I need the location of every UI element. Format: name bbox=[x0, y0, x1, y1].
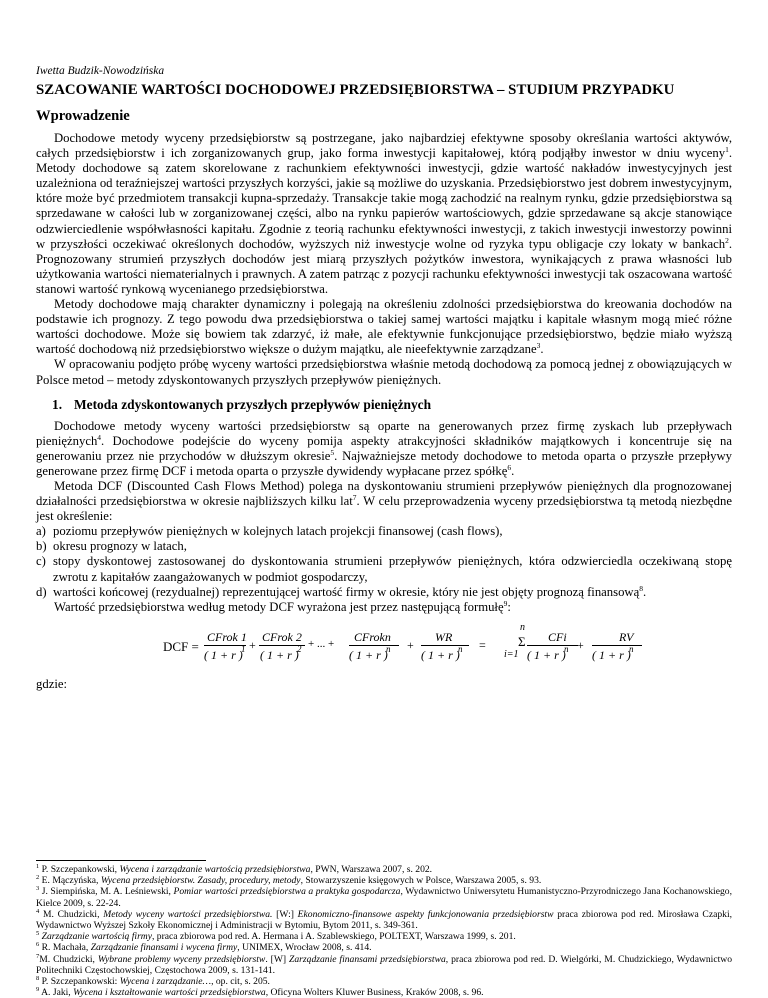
footnote-ref[interactable]: 1 bbox=[725, 144, 729, 154]
formula-term-4-exponent: n bbox=[458, 643, 463, 654]
paper-title: SZACOWANIE WARTOŚCI DOCHODOWEJ PRZEDSIĘBIORSTWA – STUDIUM PRZYPADKU bbox=[36, 82, 675, 98]
footnote-3: $^3$ J. Siempińska, M. A. Leśniewski, Pomiar wartości przedsiębiorstwa a praktyka gospodarcza, Wydawnictwo Uniwersytetu Humanistyczno-Przyrodniczego Jana Kochanowskiego, Kielce 2009, s. 22-24. bbox=[36, 885, 732, 909]
footnote-ref[interactable]: 4 bbox=[97, 432, 102, 442]
list-item: a) poziomu przepływów pieniężnych w kolejnych latach projekcji finansowej (cash flows), bbox=[36, 524, 503, 539]
formula-term-3-numerator: CFrokn bbox=[354, 629, 391, 644]
formula-term-5-exponent: n bbox=[564, 643, 569, 654]
footnote-ref[interactable]: 7 bbox=[352, 492, 357, 502]
formula-term-4-numerator: WR bbox=[435, 629, 453, 644]
formula-plus: + bbox=[407, 637, 414, 652]
footnote-9: $^9$ A. Jaki, Wycena i kształtowanie wartości przedsiębiorstwa, Oficyna Wolters Kluwer Business, Kraków 2008, s. 96. bbox=[36, 986, 484, 998]
footnote-ref[interactable]: 2 bbox=[725, 235, 729, 245]
formula-sum-lower: i=1 bbox=[504, 648, 519, 660]
section-1-paragraph-2: Metoda DCF (Discounted Cash Flows Method) polega na dyskontowaniu strumieni przepływów pieniężnych dla prognozowanej działalności przedsiębiorstwa w okresie najbliższych kilku lat$^7$. W celu przeprowadzenia wyceny przedsiębiorstwa tą metodą niezbędne jest określenie: bbox=[36, 478, 732, 524]
formula-term-5-numerator: CFi bbox=[548, 629, 567, 644]
formula-term-2-denominator: ( 1 + r ) bbox=[260, 647, 299, 662]
formula-term-1-numerator: CFrok 1 bbox=[207, 629, 247, 644]
page-body bbox=[36, 64, 732, 692]
footnote-7: $^7$M. Chudzicki, Wybrane problemy wyceny przedsiębiorstw. [W] Zarządzanie finansami przedsiębiorstwa, praca zbiorowa pod red. D. Wielgórki, M. Chudzickiego, Wydawnictwo Politechniki Częstochowskiej, Częstochowa 2009, s. 131-141. bbox=[36, 952, 732, 976]
footnote-ref[interactable]: 8 bbox=[639, 583, 643, 593]
footnote-8: $^8$ P. Szczepankowski: Wycena i zarządzanie…, op. cit, s. 205. bbox=[36, 974, 270, 988]
footnote-2: $^2$ E. Mączyńska, Wycena przedsiębiorstw. Zasady, procedury, metody, Stowarzyszenie księgowych w Polsce, Warszawa 2005, s. 93. bbox=[36, 874, 542, 887]
formula-term-4-denominator: ( 1 + r ) bbox=[421, 647, 460, 662]
intro-heading: Wprowadzenie bbox=[36, 108, 130, 124]
formula-term-3-exponent: n bbox=[386, 643, 391, 654]
list-item: b) okresu prognozy w latach, bbox=[36, 539, 187, 554]
intro-paragraph-3: W opracowaniu podjęto próbę wyceny wartości przedsiębiorstwa właśnie metodą dochodową za pomocą jednej z obowiązujących w Polsce metod – metody zdyskontowanych przyszłych przepływów pieniężnych. bbox=[36, 357, 732, 387]
formula-term-2-exponent: 2 bbox=[297, 643, 302, 654]
formula-lhs: DCF = bbox=[163, 638, 199, 654]
formula-term-6-exponent: n bbox=[629, 643, 634, 654]
author-name: Iwetta Budzik-Nowodzińska bbox=[36, 65, 165, 77]
section-1-heading: 1. Metoda zdyskontowanych przyszłych przepływów pieniężnych bbox=[52, 396, 432, 412]
footnote-4: $^4$ M. Chudzicki, Metody wyceny wartości przedsiębiorstwa. [W:] Ekonomiczno-finansowe aspekty funkcjonowania przedsiębiorstw praca zbiorowa pod red. Mirosława Czapki, Wydawnictwo Wyższej Szkoły Ekonomicznej i Administracji w Bytomiu, Bytom 2011, s. 349-361. bbox=[36, 907, 733, 932]
formula-ellipsis: + ... + bbox=[308, 637, 335, 650]
formula-plus: + bbox=[577, 637, 584, 652]
formula-equals: = bbox=[479, 637, 486, 652]
formula-term-3-denominator: ( 1 + r ) bbox=[349, 647, 388, 662]
formula-term-1-denominator: ( 1 + r ) bbox=[204, 647, 243, 662]
footnote-ref[interactable]: 6 bbox=[507, 462, 512, 472]
footnote-6: $^6$ R. Machała, Zarządzanie finansami i wycena firmy, UNIMEX, Wrocław 2008, s. 414. bbox=[36, 941, 372, 954]
formula-term-5-denominator: ( 1 + r ) bbox=[527, 647, 566, 662]
intro-paragraph-1: Dochodowe metody wyceny przedsiębiorstw są postrzegane, jako najbardziej efektywne sposoby określania wartości aktywów, całych przedsiębiorstw i ich zorganizowanych grup, jako forma inwestycji kapitałowej, którą podjąłby inwestor w dniu wyceny$^1$. Metody dochodowe są zatem skorelowane z rachunkiem efektywności inwestycji, gdzie wartość nakładów inwestycyjnych jest uzależniona od teraźniejszej wartości przyszłych korzyści, jakie są możliwe do uzyskania. Przedsiębiorstwo jest dobrem inwestycyjnym, które może być przedmiotem transakcji kupna-sprzedaży. Transakcje takie mogą zachodzić na realnym rynku, gdzie przedsiębiorstwa są sprzedawane w całości lub w zorganizowanej części, albo na rynku papierów wartościowych, gdzie sprzedawane są akcje stanowiące odzwierciedlenie współwłasności kapitału. Zgodnie z teorią rachunku efektywności inwestycji, z takich inwestycji inwestorzy powinni w przyszłości oczekiwać określonych dochodów, wyższych niż inwestycje wolne od ryzyka typu obligacje czy lokaty w bankach$^2$. Prognozowany strumień przyszłych dochodów jest miarą przyszłych pożytków inwestora, wynikających z prawa własności lub użytkowania wartości niematerialnych i prawnych. A zatem patrząc z pozycji rachunku efektywności inwestycji tak oszacowana wartość stanowi wartość rynkową wycenianego przedsiębiorstwa. bbox=[36, 131, 732, 296]
list-item: d) wartości końcowej (rezydualnej) reprezentującej wartość firmy w okresie, który nie jest objęty prognozą finansową$^8$. bbox=[36, 583, 647, 599]
formula-term-1-exponent: 1 bbox=[241, 643, 246, 654]
section-1-paragraph-3: Wartość przedsiębiorstwa według metody DCF wyrażona jest przez następującą formułę$^9$: bbox=[54, 598, 511, 614]
list-item: c) stopy dyskontowej zastosowanej do dyskontowania strumieni przepływów pieniężnych, która odzwierciedla oczekiwaną stopę zwrotu z kapitałów zaangażowanych w podmiot gospodarczy, bbox=[36, 554, 732, 584]
formula-term-6-numerator: RV bbox=[619, 629, 634, 644]
formula-sigma: Σ bbox=[518, 633, 526, 649]
footnote-1: $^1$ P. Szczepankowski, Wycena i zarządzanie wartością przedsiębiorstwa, PWN, Warszawa 2007, s. 202. bbox=[36, 862, 433, 875]
footnotes bbox=[36, 864, 732, 998]
formula-term-2-numerator: CFrok 2 bbox=[262, 629, 302, 644]
footnote-separator bbox=[36, 860, 206, 861]
requirements-list bbox=[36, 524, 732, 599]
footnote-ref[interactable]: 5 bbox=[330, 447, 335, 457]
dcf-formula bbox=[36, 619, 732, 673]
section-1-paragraph-1: Dochodowe metody wyceny wartości przedsiębiorstw są oparte na generowanych przez firmę zyskach lub przepływach pieniężnych$^4$. Dochodowe podejście do wyceny pomija aspekty atrakcyjności składników majątkowych i koncentruje się na generowaniu przez nie przychodów w dłuższym okresie$^5$. Najważniejsze metody dochodowe to metoda oparta o przyszłe przepływy generowane przez firmę DCF i metoda oparta o przyszłe dywidendy wypłacane przez spółkę$^6$. bbox=[36, 418, 732, 478]
formula-term-6-denominator: ( 1 + r ) bbox=[592, 647, 631, 662]
footnote-ref[interactable]: 3 bbox=[536, 341, 541, 351]
intro-paragraph-2: Metody dochodowe mają charakter dynamiczny i polegają na określeniu zdolności przedsiębiorstwa do kreowania dochodów na podstawie ich prognozy. Z tego powodu dwa przedsiębiorstwa o takiej samej wartości majątku i kapitale własnym mogą mieć różne wartości dochodowe. Może się bowiem tak zdarzyć, iż małe, ale efektywnie funkcjonujące przedsiębiorstwo, będzie miało wyższą wartość dochodową niż przedsiębiorstwo większe o dużym majątku, ale nieefektywnie zarządzane$^3$. bbox=[36, 297, 732, 357]
formula-plus: + bbox=[249, 637, 256, 652]
formula-sum-upper: n bbox=[520, 621, 525, 633]
where-label: gdzie: bbox=[36, 676, 68, 691]
footnote-5: $^5$ Zarządzanie wartością firmy, praca zbiorowa pod red. A. Hermana i A. Szablewskiego, POLTEXT, Warszawa 1999, s. 201. bbox=[36, 930, 516, 943]
footnote-ref[interactable]: 9 bbox=[503, 598, 508, 608]
